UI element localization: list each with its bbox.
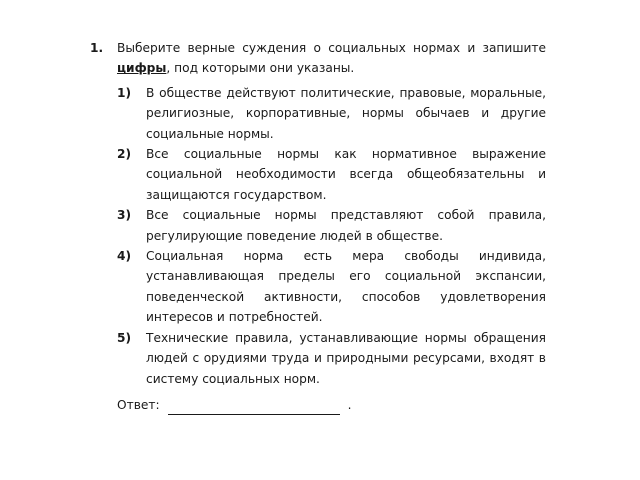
answer-end: . <box>347 397 352 412</box>
answer-label: Ответ: <box>117 397 160 412</box>
question-text-emphasis: цифры <box>117 61 167 76</box>
question-text-after: , под которыми они указаны. <box>166 61 355 76</box>
question-text-before: Выберите верные суждения о социальных нормах и запишите <box>117 41 546 55</box>
option-1 <box>117 83 546 144</box>
option-number: 5) <box>117 330 132 345</box>
answer-row <box>117 395 546 415</box>
option-text: Технические правила, устанавливающие нормы обращения людей с орудиями труда и природными ресурсами, входят в систему социальных норм. <box>146 330 546 386</box>
option-text: Социальная норма есть мера свободы индивида, устанавливающая пределы его социальной экспансии, поведенческой активности, способов удовлетворения интересов и потребностей. <box>146 249 546 325</box>
options-list <box>117 83 546 389</box>
option-text: Все социальные нормы представляют собой правила, регулирующие поведение людей в обществе. <box>146 208 546 243</box>
question-block <box>90 38 546 415</box>
option-3 <box>117 205 546 246</box>
question-number: 1. <box>90 41 104 55</box>
option-5 <box>117 328 546 389</box>
question-text <box>117 38 546 79</box>
option-4 <box>117 246 546 328</box>
option-number: 3) <box>117 208 132 223</box>
option-number: 1) <box>117 85 132 100</box>
option-number: 2) <box>117 147 132 162</box>
option-text: В обществе действуют политические, правовые, моральные, религиозные, корпоративные, нормы обычаев и другие социальные нормы. <box>146 85 546 141</box>
answer-blank-line[interactable] <box>168 400 340 415</box>
option-number: 4) <box>117 249 132 264</box>
option-text: Все социальные нормы как нормативное выражение социальной необходимости всегда общеобязательны и защищаются государством. <box>146 147 546 202</box>
option-2 <box>117 144 546 205</box>
question-header <box>90 38 546 79</box>
